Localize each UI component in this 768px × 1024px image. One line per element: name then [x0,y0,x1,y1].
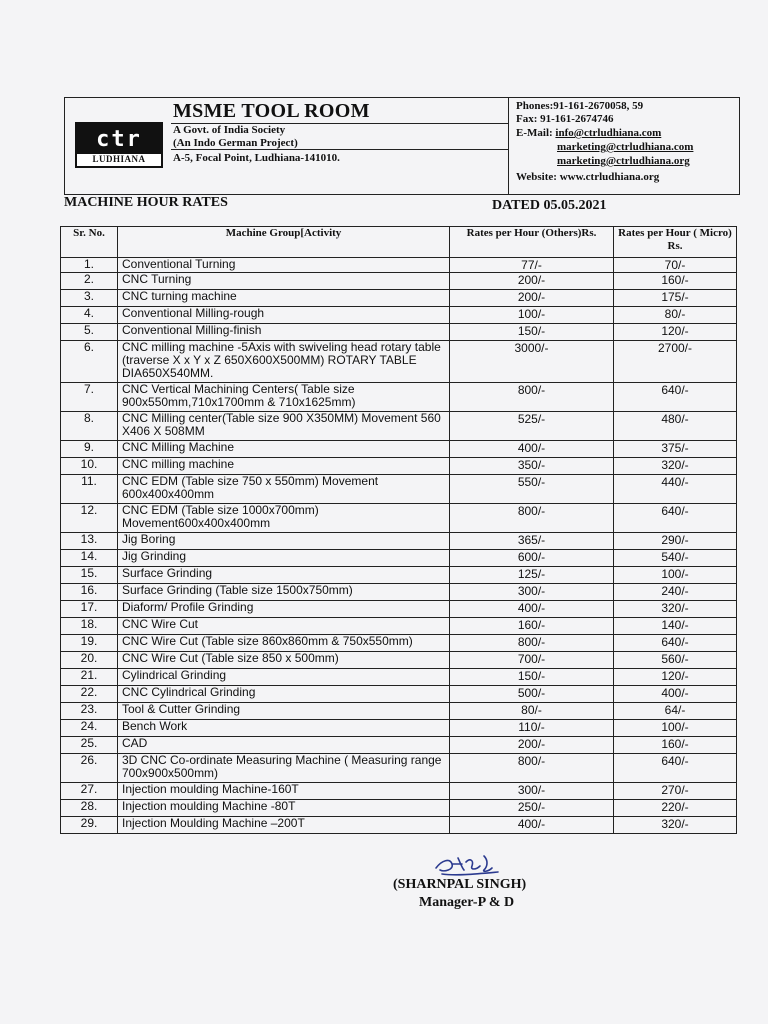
rate-micro-cell [614,635,737,652]
rate-others-cell [450,783,614,800]
sr-no-cell: 22. [61,686,118,703]
rate-others-cell [450,669,614,686]
rate-others-cell [450,817,614,834]
rate-micro-cell [614,800,737,817]
activity-cell: CNC Wire Cut (Table size 860x860mm & 750x550mm) [118,635,450,652]
activity-cell: Injection moulding Machine-160T [118,783,450,800]
rate-micro-cell [614,273,737,290]
rate-micro-cell [614,669,737,686]
signature-mark [432,848,504,880]
phones: Phones:91-161-2670058, 59 [516,100,644,112]
sr-no-cell: 2. [61,273,118,290]
header-sr-no: Sr. No. [61,227,118,258]
rate-others-cell [450,273,614,290]
rate-micro-cell [614,720,737,737]
table-row [61,550,737,567]
rate-micro-value: 400/- [661,686,689,700]
letterhead [64,97,740,195]
rate-others-cell [450,307,614,324]
rate-others-value: 200/- [517,290,546,304]
sr-no-cell: 27. [61,783,118,800]
rate-others-value: 200/- [517,273,546,287]
table-row [61,703,737,720]
sr-no-cell: 28. [61,800,118,817]
logo-mark [77,124,161,154]
rate-micro-value: 64/- [664,703,686,717]
org-address-rule [171,149,508,150]
activity-cell: CNC Turning [118,273,450,290]
letterhead-divider [508,98,509,194]
activity-cell: Jig Boring [118,533,450,550]
rate-micro-value: 140/- [661,618,689,632]
rate-others-cell [450,737,614,754]
table-row [61,720,737,737]
rate-others-value: 700/- [517,652,546,666]
email-marketing-com-link[interactable]: marketing@ctrludhiana.com [557,141,694,153]
rate-micro-value: 2700/- [657,341,693,355]
table-row [61,412,737,441]
rate-others-cell [450,584,614,601]
rate-micro-value: 220/- [661,800,689,814]
rate-micro-value: 80/- [664,307,686,321]
document-title: MACHINE HOUR RATES [64,195,228,210]
activity-cell: CNC Vertical Machining Centers( Table size 900x550mm,710x1700mm & 710x1625mm) [118,383,450,412]
table-row [61,475,737,504]
org-line-project: (An Indo German Project) [173,137,298,149]
table-row [61,817,737,834]
table-row [61,273,737,290]
rate-micro-cell [614,686,737,703]
rate-micro-cell [614,383,737,412]
rate-others-cell [450,601,614,618]
rate-others-cell [450,703,614,720]
table-row [61,441,737,458]
rate-others-value: 3000/- [514,341,549,355]
rate-micro-value: 640/- [661,383,689,397]
sr-no-cell: 26. [61,754,118,783]
ctr-logo [75,122,163,168]
table-row [61,307,737,324]
signatory-designation: Manager-P & D [419,895,515,910]
table-row [61,652,737,669]
rate-micro-cell [614,458,737,475]
sr-no-cell: 21. [61,669,118,686]
rate-micro-value: 640/- [661,635,689,649]
email-label: E-Mail: [516,127,556,139]
activity-cell: 3D CNC Co-ordinate Measuring Machine ( Measuring range 700x900x500mm) [118,754,450,783]
org-line-govt: A Govt. of India Society [173,124,286,136]
machine-hour-rates-table [60,226,737,834]
activity-cell: CAD [118,737,450,754]
rate-others-cell [450,686,614,703]
rate-micro-value: 290/- [661,533,689,547]
email-row [516,127,661,139]
rate-others-cell [450,458,614,475]
logo-text: ctr [96,126,142,152]
table-row [61,341,737,383]
rate-others-value: 400/- [517,817,546,831]
rate-others-value: 300/- [517,783,546,797]
activity-cell: CNC EDM (Table size 1000x700mm) Movement600x400x400mm [118,504,450,533]
rate-micro-cell [614,307,737,324]
rate-others-value: 600/- [517,550,546,564]
rate-others-cell [450,441,614,458]
sr-no-cell: 17. [61,601,118,618]
table-row [61,635,737,652]
activity-cell: Bench Work [118,720,450,737]
sr-no-cell: 1. [61,258,118,273]
rate-others-value: 110/- [518,720,545,734]
sr-no-cell: 4. [61,307,118,324]
rate-micro-cell [614,475,737,504]
rate-others-value: 800/- [517,383,546,397]
table-row [61,618,737,635]
signatory-name: (SHARNPAL SINGH) [393,877,527,892]
table-header-row [61,227,737,258]
org-name: MSME TOOL ROOM [173,100,370,122]
rate-micro-value: 175/- [661,290,689,304]
sr-no-cell: 14. [61,550,118,567]
email-marketing-org-link[interactable]: marketing@ctrludhiana.org [557,155,690,167]
rate-micro-cell [614,412,737,441]
sr-no-cell: 13. [61,533,118,550]
sr-no-cell: 23. [61,703,118,720]
table-row [61,800,737,817]
rate-others-cell [450,720,614,737]
rate-others-cell [450,533,614,550]
rate-micro-cell [614,341,737,383]
activity-cell: Surface Grinding (Table size 1500x750mm) [118,584,450,601]
sr-no-cell: 29. [61,817,118,834]
rate-micro-value: 120/- [661,324,689,338]
activity-cell: Conventional Turning [118,258,450,273]
table-row [61,737,737,754]
rate-others-value: 800/- [517,754,546,768]
activity-cell: CNC milling machine [118,458,450,475]
rate-others-cell [450,635,614,652]
rate-micro-cell [614,441,737,458]
rate-micro-value: 100/- [661,567,689,581]
rate-others-cell [450,412,614,441]
rate-others-value: 100/- [517,307,546,321]
rate-micro-value: 640/- [661,504,689,518]
sr-no-cell: 7. [61,383,118,412]
rate-micro-cell [614,817,737,834]
activity-cell: Jig Grinding [118,550,450,567]
email-info-link[interactable]: info@ctrludhiana.com [555,127,662,139]
table-row [61,584,737,601]
activity-cell: Diaform/ Profile Grinding [118,601,450,618]
sr-no-cell: 15. [61,567,118,584]
sr-no-cell: 11. [61,475,118,504]
rate-others-cell [450,550,614,567]
table-row [61,258,737,273]
table-row [61,686,737,703]
activity-cell: Conventional Milling-finish [118,324,450,341]
table-row [61,601,737,618]
table-row [61,533,737,550]
rate-micro-value: 160/- [661,273,689,287]
sr-no-cell: 3. [61,290,118,307]
activity-cell: Injection moulding Machine -80T [118,800,450,817]
rate-micro-cell [614,550,737,567]
sr-no-cell: 25. [61,737,118,754]
table-row [61,754,737,783]
rate-others-cell [450,475,614,504]
activity-cell: Injection Moulding Machine –200T [118,817,450,834]
header-rate-micro: Rates per Hour ( Micro) Rs. [614,227,737,258]
sr-no-cell: 6. [61,341,118,383]
website: Website: www.ctrludhiana.org [516,171,660,183]
rate-others-cell [450,290,614,307]
rate-micro-cell [614,567,737,584]
rate-micro-value: 640/- [661,754,689,768]
rate-micro-cell [614,258,737,273]
header-rate-others: Rates per Hour (Others)Rs. [450,227,614,258]
rate-others-cell [450,754,614,783]
rate-micro-value: 320/- [661,601,689,615]
rate-micro-value: 480/- [661,412,689,426]
rate-others-value: 150/- [517,669,546,683]
rate-others-value: 150/- [517,324,546,338]
rate-micro-cell [614,533,737,550]
sr-no-cell: 9. [61,441,118,458]
rate-micro-cell [614,652,737,669]
rate-micro-value: 320/- [661,458,689,472]
rate-others-value: 80/- [521,703,542,717]
rate-others-cell [450,383,614,412]
rate-others-value: 160/- [517,618,546,632]
rate-others-value: 500/- [517,686,546,700]
rate-others-value: 550/- [517,475,546,489]
rate-others-cell [450,504,614,533]
rate-others-cell [450,618,614,635]
rate-micro-cell [614,754,737,783]
activity-cell: Conventional Milling-rough [118,307,450,324]
logo-city: LUDHIANA [92,154,146,164]
rate-others-cell [450,341,614,383]
rate-micro-cell [614,601,737,618]
rate-micro-cell [614,324,737,341]
activity-cell: CNC milling machine -5Axis with swiveling head rotary table (traverse X x Y x Z 650X600X500MM) ROTARY TABLE DIA650X540MM. [118,341,450,383]
table-row [61,669,737,686]
rate-micro-cell [614,703,737,720]
sr-no-cell: 12. [61,504,118,533]
rate-others-value: 800/- [517,635,546,649]
rate-micro-cell [614,737,737,754]
activity-cell: CNC Milling center(Table size 900 X350MM) Movement 560 X406 X 508MM [118,412,450,441]
sr-no-cell: 19. [61,635,118,652]
rate-micro-value: 440/- [661,475,689,489]
activity-cell: Tool & Cutter Grinding [118,703,450,720]
rate-others-value: 400/- [517,441,546,455]
sr-no-cell: 8. [61,412,118,441]
rate-others-value: 350/- [517,458,546,472]
sr-no-cell: 20. [61,652,118,669]
rate-others-cell [450,652,614,669]
rate-others-value: 200/- [517,737,546,751]
sr-no-cell: 16. [61,584,118,601]
rate-others-value: 525/- [517,412,546,426]
sr-no-cell: 10. [61,458,118,475]
sr-no-cell: 24. [61,720,118,737]
rate-others-value: 77/- [521,258,542,272]
rate-micro-value: 100/- [661,720,689,734]
rate-others-value: 250/- [517,800,546,814]
rate-micro-cell [614,618,737,635]
fax: Fax: 91-161-2674746 [516,113,614,125]
rate-others-value: 800/- [517,504,546,518]
rate-micro-value: 270/- [661,783,689,797]
sr-no-cell: 18. [61,618,118,635]
rate-others-cell [450,324,614,341]
rate-micro-cell [614,584,737,601]
activity-cell: Cylindrical Grinding [118,669,450,686]
rate-others-value: 365/- [517,533,546,547]
activity-cell: CNC turning machine [118,290,450,307]
activity-cell: CNC Cylindrical Grinding [118,686,450,703]
table-row [61,783,737,800]
rate-micro-value: 560/- [661,652,689,666]
rate-micro-cell [614,783,737,800]
table-row [61,383,737,412]
rate-others-cell [450,258,614,273]
activity-cell: Surface Grinding [118,567,450,584]
rate-others-value: 125/- [517,567,546,581]
rate-others-cell [450,800,614,817]
sr-no-cell: 5. [61,324,118,341]
rate-others-cell [450,567,614,584]
rate-micro-value: 240/- [661,584,689,598]
table-row [61,324,737,341]
rate-micro-value: 160/- [661,737,689,751]
document-date: DATED 05.05.2021 [492,198,607,213]
table-row [61,458,737,475]
rate-micro-value: 70/- [664,258,686,272]
activity-cell: CNC Wire Cut [118,618,450,635]
rate-micro-cell [614,290,737,307]
rate-micro-value: 375/- [661,441,689,455]
table-row [61,567,737,584]
activity-cell: CNC Wire Cut (Table size 850 x 500mm) [118,652,450,669]
rate-micro-value: 320/- [661,817,689,831]
activity-cell: CNC Milling Machine [118,441,450,458]
rate-micro-value: 120/- [661,669,689,683]
header-activity: Machine Group[Activity [118,227,450,258]
rate-others-value: 400/- [517,601,546,615]
table-row [61,504,737,533]
activity-cell: CNC EDM (Table size 750 x 550mm) Movement 600x400x400mm [118,475,450,504]
rate-micro-cell [614,504,737,533]
table-row [61,290,737,307]
rate-micro-value: 540/- [661,550,689,564]
rate-others-value: 300/- [517,584,546,598]
org-address: A-5, Focal Point, Ludhiana-141010. [173,152,340,164]
